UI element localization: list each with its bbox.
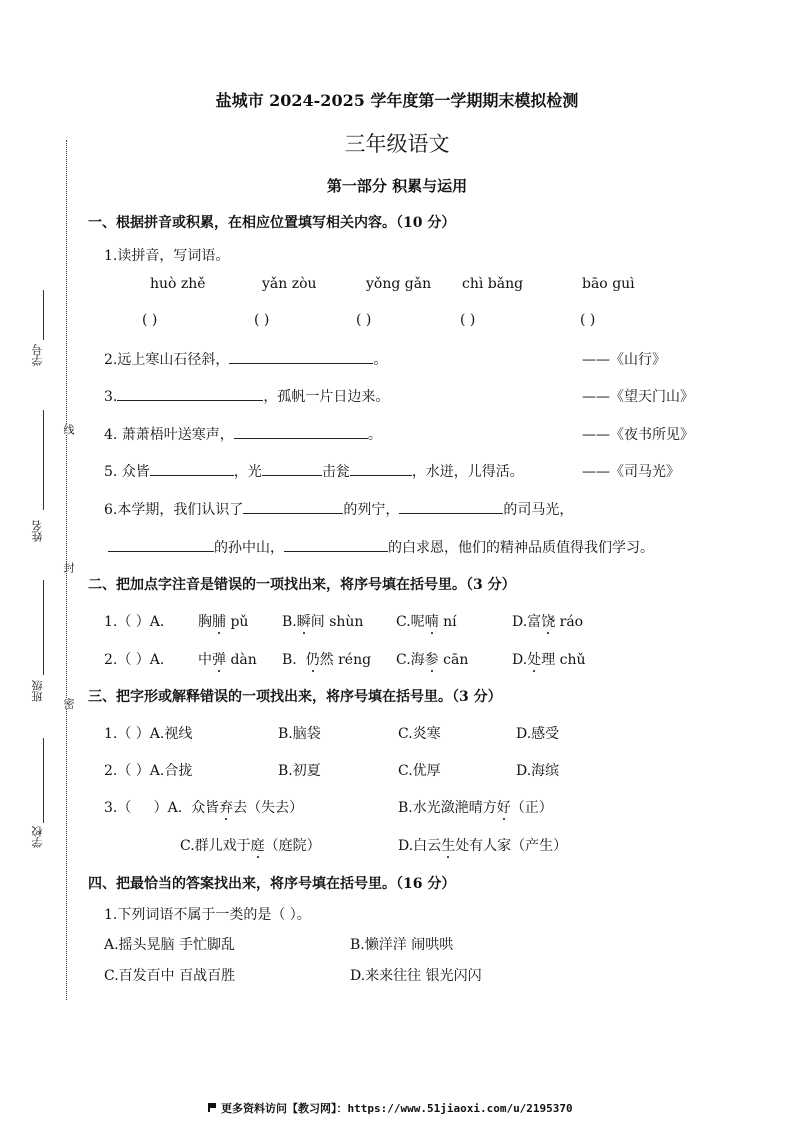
s2-q1-d xyxy=(512,611,583,631)
s1-q2-blank[interactable] xyxy=(229,349,373,364)
s2-q1-b-label: B. xyxy=(282,614,297,630)
s1-q2-source: ——《山行》 xyxy=(582,352,666,368)
s3-q2-a: 2.（ ）A.合拢 xyxy=(104,763,193,779)
s2-q2-b xyxy=(282,649,371,669)
s3-q3-a-text: 3.（ ）A. 众皆 xyxy=(104,800,220,816)
s3-q3-c-text: C.群儿戏于 xyxy=(180,838,251,854)
s1-q3-source: ——《望天门山》 xyxy=(582,389,694,405)
answer-bracket-1[interactable]: ( ) xyxy=(142,312,158,328)
s1-q2-text: 2.远上寒山石径斜， xyxy=(104,352,230,368)
s4-q1: 1.下列词语不属于一类的是（ ）。 xyxy=(104,907,311,923)
s2-q2-c xyxy=(396,649,468,669)
s1-q5-blank-2[interactable] xyxy=(262,461,322,476)
margin-blank-school xyxy=(43,738,44,823)
s3-q3-c-gloss: （庭院） xyxy=(264,838,321,854)
s3-q2-b: B.初夏 xyxy=(278,763,321,779)
s2-q1-b xyxy=(282,611,363,631)
margin-label-school: 学校 xyxy=(31,826,44,848)
s1-q6-line2 xyxy=(108,537,654,557)
margin-label-name: 姓名 xyxy=(31,520,44,542)
s4-option-c: C.百发百中 百战百胜 xyxy=(104,968,236,984)
s1-q5-b: ，光 xyxy=(233,464,262,480)
s2-q2-b-text: 然 réng xyxy=(319,652,372,668)
subject-title: 三年级语文 xyxy=(344,132,450,156)
s2-q2-b-label: B. xyxy=(282,652,306,668)
s1-q3 xyxy=(104,386,389,406)
s1-q6-blank-4[interactable] xyxy=(284,537,388,552)
binding-char-secret: 密 xyxy=(62,698,75,709)
s2-q2-a-dotted: 弹 xyxy=(212,652,226,668)
margin-blank-class xyxy=(43,580,44,675)
s2-q1-num: 1.（ ）A. xyxy=(104,614,165,630)
margin-label-student-id: 学号 xyxy=(31,344,44,366)
binding-char-seal: 封 xyxy=(62,562,75,573)
s2-q2-d xyxy=(512,649,586,669)
section3-heading: 三、把字形或解释错误的一项找出来，将序号填在括号里。（3 分） xyxy=(88,689,502,705)
s2-q2-a-pinyin: dàn xyxy=(230,652,257,668)
s2-q1-c-pinyin: ní xyxy=(443,614,457,630)
s1-q4-text: 4. 萧萧梧叶送寒声， xyxy=(104,427,234,443)
s2-q1-a-pinyin: pǔ xyxy=(230,614,249,630)
s2-q2-c-text: C.海 xyxy=(396,652,425,668)
s4-option-d: D.来来往往 银光闪闪 xyxy=(350,968,482,984)
s1-q3-blank[interactable] xyxy=(117,386,263,401)
part-title: 第一部分 积累与运用 xyxy=(326,177,468,195)
binding-char-line: 线 xyxy=(62,424,75,435)
s1-q6-d: 的孙中山， xyxy=(214,540,284,556)
s2-q1-d-dotted: 饶 xyxy=(541,614,556,630)
s1-q6-blank-1[interactable] xyxy=(243,499,343,514)
s1-q6-blank-3[interactable] xyxy=(108,537,214,552)
s1-q5-blank-1[interactable] xyxy=(150,461,234,476)
s2-q2-d-text: 理 chǔ xyxy=(541,652,586,668)
s2-q2-a-text: 中 xyxy=(198,652,212,668)
pinyin-4: chì bǎng xyxy=(462,276,524,292)
section4-heading: 四、把最恰当的答案找出来，将序号填在括号里。（16 分） xyxy=(88,876,456,892)
section1-heading: 一、根据拼音或积累，在相应位置填写相关内容。（10 分） xyxy=(88,215,456,231)
s3-q3-b-gloss: （正） xyxy=(510,800,553,816)
s1-q5-blank-3[interactable] xyxy=(350,461,412,476)
s1-q4-blank[interactable] xyxy=(234,424,368,439)
s3-q1-b: B.脑袋 xyxy=(278,726,321,742)
s1-q2-end: 。 xyxy=(373,352,388,368)
s2-q2-b-dotted: 仍 xyxy=(305,652,320,668)
s3-q3-a-gloss: 去（失去） xyxy=(233,800,304,816)
s1-q2 xyxy=(104,349,387,369)
s1-q5-d: ，水迸，儿得活。 xyxy=(411,464,524,480)
s2-q2-c-dotted: 参 xyxy=(424,652,439,668)
margin-blank-name xyxy=(43,410,44,510)
s1-q3-num: 3. xyxy=(104,389,118,405)
s2-q2-d-label: D. xyxy=(512,652,528,668)
s2-q1-c-text: C.呢 xyxy=(396,614,425,630)
s3-q3-d xyxy=(398,835,567,855)
s3-q1-a: 1.（ ）A.视线 xyxy=(104,726,193,742)
answer-bracket-4[interactable]: ( ) xyxy=(460,312,476,328)
s2-q1-a-dotted: 脯 xyxy=(212,614,226,630)
answer-bracket-2[interactable]: ( ) xyxy=(254,312,270,328)
s3-q3-d-gloss: 处有人家（产生） xyxy=(455,838,568,854)
s1-q6-c: 的司马光， xyxy=(503,502,574,518)
s2-q2-num: 2.（ ）A. xyxy=(104,652,165,668)
s1-q4-source: ——《夜书所见》 xyxy=(582,427,694,443)
s1-q6-e: 的白求恩，他们的精神品质值得我们学习。 xyxy=(388,540,654,556)
s1-q6-line1 xyxy=(104,499,573,519)
s1-q1-label: 1.读拼音，写词语。 xyxy=(104,248,230,264)
s1-q5-c: 击瓮 xyxy=(321,464,350,480)
s1-q5 xyxy=(104,461,524,481)
margin-label-class: 班级 xyxy=(31,680,44,702)
s2-q1-d-pinyin: ráo xyxy=(559,614,584,630)
s4-option-b: B.懒洋洋 闹哄哄 xyxy=(350,937,454,953)
s3-q2-d: D.海缤 xyxy=(516,763,560,779)
s1-q6-blank-2[interactable] xyxy=(399,499,503,514)
s1-q5-a: 5. 众皆 xyxy=(104,464,150,480)
s2-q1-c-dotted: 喃 xyxy=(424,614,439,630)
s2-q1-a-text: 胸 xyxy=(198,614,212,630)
footer-text: 更多资料访问【教习网】：https://www.51jiaoxi.com/u/2195370 xyxy=(221,1102,573,1115)
s3-q3-b-dotted: 好 xyxy=(496,800,511,816)
s1-q6-a: 6.本学期，我们认识了 xyxy=(104,502,244,518)
s3-q3-b xyxy=(398,797,553,817)
s4-option-a: A.摇头晃脑 手忙脚乱 xyxy=(104,937,236,953)
s3-q3-a-dotted: 弃 xyxy=(219,800,234,816)
section2-heading: 二、把加点字注音是错误的一项找出来，将序号填在括号里。（3 分） xyxy=(88,577,516,593)
s3-q3-c-dotted: 庭 xyxy=(250,838,265,854)
s2-q1-a xyxy=(198,611,248,631)
footer-link[interactable] xyxy=(208,1100,573,1116)
flag-icon xyxy=(208,1103,217,1112)
s1-q4 xyxy=(104,424,382,444)
s3-q2-c: C.优厚 xyxy=(398,763,441,779)
s3-q3-b-text: B.水光潋滟晴方 xyxy=(398,800,497,816)
s2-q1-c xyxy=(396,611,457,631)
s2-q2-c-pinyin: cān xyxy=(443,652,469,668)
exam-title: 盐城市 2024-2025 学年度第一学期期末模拟检测 xyxy=(215,91,579,110)
pinyin-1: huò zhě xyxy=(150,276,206,292)
s1-q4-end: 。 xyxy=(367,427,382,443)
s3-q3-a xyxy=(104,797,303,817)
s1-q5-source: ——《司马光》 xyxy=(582,464,680,480)
s3-q3-d-dotted: 生 xyxy=(441,838,456,854)
s2-q1-b-text: 间 shùn xyxy=(310,614,364,630)
s1-q3-text: ，孤帆一片日边来。 xyxy=(263,389,390,405)
s3-q3-d-text: D.白云 xyxy=(398,838,442,854)
s2-q1-b-dotted: 瞬 xyxy=(296,614,311,630)
s2-q2-d-dotted: 处 xyxy=(527,652,542,668)
answer-bracket-5[interactable]: ( ) xyxy=(580,312,596,328)
s2-q2-a xyxy=(198,649,257,669)
answer-bracket-3[interactable]: ( ) xyxy=(356,312,372,328)
pinyin-5: bāo guì xyxy=(582,276,635,292)
s1-q6-b: 的列宁， xyxy=(343,502,400,518)
s3-q1-d: D.感受 xyxy=(516,726,560,742)
pinyin-2: yǎn zòu xyxy=(262,276,317,292)
s3-q3-c xyxy=(180,835,321,855)
s2-q1-d-text: D.富 xyxy=(512,614,542,630)
margin-blank-student-id xyxy=(43,290,44,340)
s3-q1-c: C.炎寒 xyxy=(398,726,441,742)
pinyin-3: yǒng gǎn xyxy=(366,276,432,292)
